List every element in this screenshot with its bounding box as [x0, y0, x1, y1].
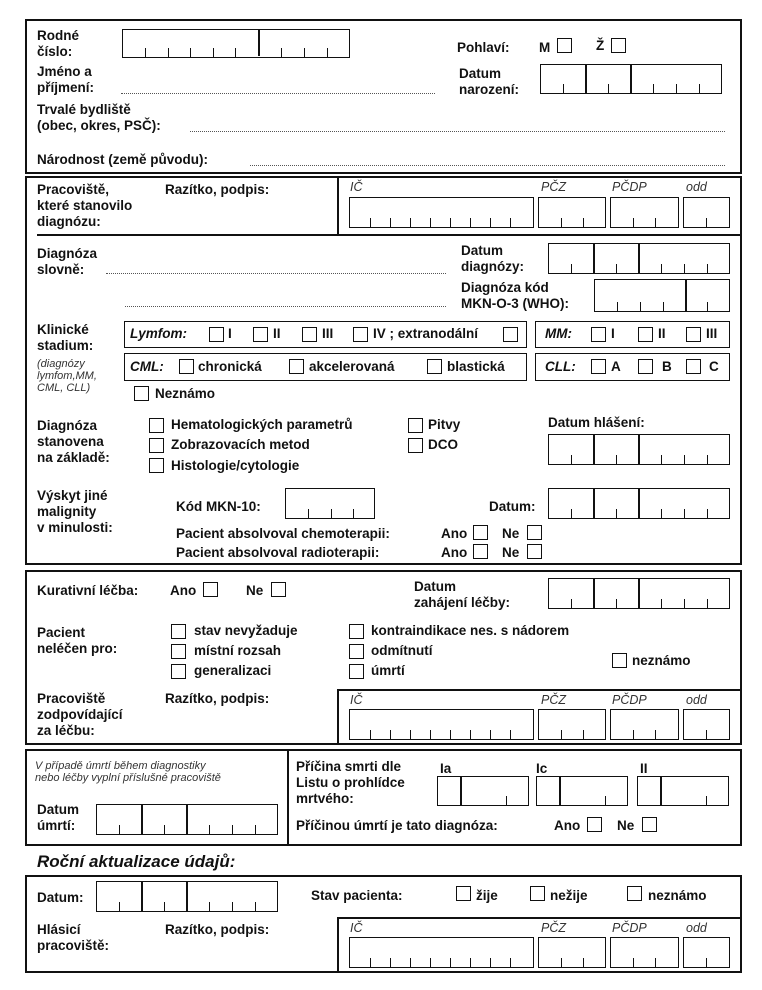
- label-zobraz: Zobrazovacích metod: [171, 437, 310, 452]
- label-ic: Ic: [536, 761, 548, 776]
- label-generalizaci: generalizaci: [194, 663, 272, 678]
- label-radio: Pacient absolvoval radioterapii:: [176, 545, 380, 560]
- checkbox-odmitnuti[interactable]: [349, 644, 364, 659]
- label-pricina: Příčina smrti dle Listu o prohlídce mrtvého:: [296, 759, 405, 806]
- label-stav: stav nevyžaduje: [194, 623, 298, 638]
- checkbox-cll-a[interactable]: [591, 359, 606, 374]
- checkbox-stav[interactable]: [171, 624, 186, 639]
- checkbox-cll-b[interactable]: [638, 359, 653, 374]
- stamp1-pcz: PČZ: [541, 180, 566, 194]
- stamp3-pcdp-field[interactable]: [610, 937, 679, 968]
- label-mm-ii: II: [658, 326, 666, 341]
- kod-mkn10-field[interactable]: [285, 488, 375, 519]
- stamp2-odd: odd: [686, 693, 707, 707]
- checkbox-neznamo-lecba[interactable]: [612, 653, 627, 668]
- death-note: V případě úmrtí během diagnostiky nebo léčby vyplní příslušné pracoviště: [35, 760, 221, 784]
- label-nezije: nežije: [550, 888, 588, 903]
- narodnost-line[interactable]: [250, 165, 725, 166]
- label-razitko-3: Razítko, podpis:: [165, 922, 270, 937]
- stamp3-pcdp: PČDP: [612, 921, 647, 935]
- label-dco: DCO: [428, 437, 458, 452]
- label-diagnoza-slovne: Diagnóza slovně:: [37, 246, 98, 277]
- stamp3-pcz-field[interactable]: [538, 937, 606, 968]
- stamp2-ic: IČ: [350, 693, 363, 707]
- stamp1-ic: IČ: [350, 180, 363, 194]
- label-datum-hlaseni: Datum hlášení:: [548, 415, 645, 430]
- checkbox-mm-iii[interactable]: [686, 327, 701, 342]
- checkbox-lym-iv[interactable]: [353, 327, 368, 342]
- label-mistni: místní rozsah: [194, 643, 282, 658]
- checkbox-kur-ano[interactable]: [203, 582, 218, 597]
- label-razitko-2: Razítko, podpis:: [165, 691, 270, 706]
- checkbox-chemo-ano[interactable]: [473, 525, 488, 540]
- label-radio-ne: Ne: [502, 545, 520, 560]
- stamp1-pcdp-field[interactable]: [610, 197, 679, 228]
- stamp3-ic-field[interactable]: [349, 937, 534, 968]
- checkbox-blasticka[interactable]: [427, 359, 442, 374]
- checkbox-generalizaci[interactable]: [171, 664, 186, 679]
- label-mm: MM:: [545, 326, 572, 341]
- label-neznamo-lecba: neznámo: [632, 653, 691, 668]
- label-akcelerovana: akcelerovaná: [309, 359, 395, 374]
- label-z: Ž: [596, 38, 605, 53]
- checkbox-pricinou-ano[interactable]: [587, 817, 602, 832]
- checkbox-mistni[interactable]: [171, 644, 186, 659]
- label-kod-mkn10: Kód MKN-10:: [176, 499, 261, 514]
- label-narodnost: Národnost (země původu):: [37, 152, 208, 167]
- label-lymfom: Lymfom:: [130, 326, 187, 341]
- heading-aktualizace: Roční aktualizace údajů:: [37, 852, 236, 871]
- checkbox-chemo-ne[interactable]: [527, 525, 542, 540]
- checkbox-z[interactable]: [611, 38, 626, 53]
- checkbox-mm-ii[interactable]: [638, 327, 653, 342]
- label-datum-zahajeni: Datum zahájení léčby:: [414, 579, 511, 610]
- checkbox-mm-i[interactable]: [591, 327, 606, 342]
- jmeno-line[interactable]: [121, 93, 435, 94]
- checkbox-lym-ii[interactable]: [253, 327, 268, 342]
- label-klinicke-note: (diagnózy lymfom,MM, CML, CLL): [37, 358, 97, 394]
- checkbox-neznamo-stav[interactable]: [627, 886, 642, 901]
- label-datum-diagnozy: Datum diagnózy:: [461, 243, 524, 274]
- bydliste-line[interactable]: [190, 131, 725, 132]
- label-pracoviste-diag: Pracoviště, které stanovilo diagnózu:: [37, 182, 133, 229]
- label-razitko-1: Razítko, podpis:: [165, 182, 270, 197]
- label-kurativni: Kurativní léčba:: [37, 583, 139, 598]
- label-radio-ano: Ano: [441, 545, 468, 560]
- checkbox-nezname[interactable]: [134, 386, 149, 401]
- label-rodne-cislo: Rodné číslo:: [37, 28, 79, 59]
- checkbox-nezije[interactable]: [530, 886, 545, 901]
- diagnoza-slovne-line-2[interactable]: [125, 306, 446, 307]
- checkbox-kur-ne[interactable]: [271, 582, 286, 597]
- label-kur-ne: Ne: [246, 583, 264, 598]
- pricina-ii-field[interactable]: [637, 776, 729, 806]
- label-nelecen: Pacient neléčen pro:: [37, 625, 118, 656]
- label-hlasici: Hlásicí pracoviště:: [37, 922, 110, 953]
- label-chemo-ano: Ano: [441, 526, 468, 541]
- label-pricinou: Příčinou úmrtí je tato diagnóza:: [296, 818, 498, 833]
- pricina-ic-field[interactable]: [536, 776, 628, 806]
- checkbox-cll-c[interactable]: [686, 359, 701, 374]
- label-neznamo-stav: neznámo: [648, 888, 707, 903]
- pricina-ia-field[interactable]: [437, 776, 529, 806]
- stamp2-pcdp: PČDP: [612, 693, 647, 707]
- checkbox-radio-ne[interactable]: [527, 544, 542, 559]
- label-stav-pacienta: Stav pacienta:: [311, 888, 403, 903]
- label-ii: II: [640, 761, 648, 776]
- stamp1-pcdp: PČDP: [612, 180, 647, 194]
- checkbox-chronicka[interactable]: [179, 359, 194, 374]
- label-chronicka: chronická: [198, 359, 262, 374]
- stamp1-pcz-field[interactable]: [538, 197, 606, 228]
- checkbox-dco[interactable]: [408, 438, 423, 453]
- label-lym-iii: III: [322, 326, 334, 341]
- label-vyskyt: Výskyt jiné malignity v minulosti:: [37, 488, 113, 535]
- label-kur-ano: Ano: [170, 583, 197, 598]
- checkbox-lym-iii[interactable]: [302, 327, 317, 342]
- label-histo: Histologie/cytologie: [171, 458, 300, 473]
- label-blasticka: blastická: [447, 359, 505, 374]
- stamp1-ic-field[interactable]: [349, 197, 534, 228]
- label-stanovena: Diagnóza stanovena na základě:: [37, 418, 110, 465]
- stamp2-pcz-field[interactable]: [538, 709, 606, 740]
- label-diagnoza-kod: Diagnóza kód MKN-O-3 (WHO):: [461, 280, 569, 311]
- label-odmitnuti: odmítnutí: [371, 643, 433, 658]
- label-pohlavi: Pohlaví:: [457, 40, 510, 55]
- label-cll: CLL:: [545, 359, 576, 374]
- checkbox-m[interactable]: [557, 38, 572, 53]
- checkbox-pricinou-ne[interactable]: [642, 817, 657, 832]
- label-cll-b: B: [662, 359, 672, 374]
- checkbox-akcelerovana[interactable]: [289, 359, 304, 374]
- rodne-cislo-field[interactable]: [122, 29, 350, 58]
- label-chemo-ne: Ne: [502, 526, 520, 541]
- label-datum-akt: Datum:: [37, 890, 84, 905]
- stamp3-odd-field[interactable]: [683, 937, 730, 968]
- label-pricinou-ano: Ano: [554, 818, 581, 833]
- stamp2-ic-field[interactable]: [349, 709, 534, 740]
- datum-umrti-field[interactable]: [96, 804, 278, 835]
- label-pracoviste-lecba: Pracoviště zodpovídající za léčbu:: [37, 691, 123, 738]
- label-datum-umrti: Datum úmrtí:: [37, 802, 80, 833]
- checkbox-histo[interactable]: [149, 458, 164, 473]
- checkbox-kontraindikace[interactable]: [349, 624, 364, 639]
- label-m: M: [539, 40, 551, 55]
- datum-zahajeni-field[interactable]: [548, 578, 730, 609]
- stamp1-odd-field[interactable]: [683, 197, 730, 228]
- checkbox-umrti[interactable]: [349, 664, 364, 679]
- stamp3-pcz: PČZ: [541, 921, 566, 935]
- label-datum-malignity: Datum:: [489, 499, 536, 514]
- stamp3-ic: IČ: [350, 921, 363, 935]
- checkbox-radio-ano[interactable]: [473, 544, 488, 559]
- datum-diagnozy-field[interactable]: [548, 243, 730, 274]
- label-ia: Ia: [440, 761, 452, 776]
- datum-hlaseni-field[interactable]: [548, 434, 730, 465]
- checkbox-extranodalni[interactable]: [503, 327, 518, 342]
- label-umrti: úmrtí: [371, 663, 405, 678]
- stamp1-odd: odd: [686, 180, 707, 194]
- label-pricinou-ne: Ne: [617, 818, 635, 833]
- label-hemat: Hematologických parametrů: [171, 417, 353, 432]
- label-nezname: Neznámo: [155, 386, 216, 401]
- checkbox-zobraz[interactable]: [149, 438, 164, 453]
- label-mm-iii: III: [706, 326, 718, 341]
- datum-narozeni-field[interactable]: [540, 64, 722, 94]
- stamp3-odd: odd: [686, 921, 707, 935]
- checkbox-hemat[interactable]: [149, 418, 164, 433]
- checkbox-zije[interactable]: [456, 886, 471, 901]
- label-mm-i: I: [611, 326, 615, 341]
- label-zije: žije: [476, 888, 498, 903]
- stamp2-pcz: PČZ: [541, 693, 566, 707]
- label-cml: CML:: [130, 359, 164, 374]
- checkbox-lym-i[interactable]: [209, 327, 224, 342]
- label-kontraindikace: kontraindikace nes. s nádorem: [371, 623, 570, 638]
- datum-akt-field[interactable]: [96, 881, 278, 912]
- diagnoza-slovne-line[interactable]: [106, 273, 446, 274]
- datum-malignity-field[interactable]: [548, 488, 730, 519]
- label-chemo: Pacient absolvoval chemoterapii:: [176, 526, 390, 541]
- label-cll-c: C: [709, 359, 719, 374]
- label-klinicke: Klinické stadium:: [37, 322, 94, 353]
- label-pitvy: Pitvy: [428, 417, 461, 432]
- diagnoza-kod-field[interactable]: [594, 279, 730, 312]
- stamp2-pcdp-field[interactable]: [610, 709, 679, 740]
- label-lym-ii: II: [273, 326, 281, 341]
- label-lym-iv: IV ; extranodální: [373, 326, 479, 341]
- label-bydliste: Trvalé bydliště (obec, okres, PSČ):: [37, 102, 161, 133]
- checkbox-pitvy[interactable]: [408, 418, 423, 433]
- label-cll-a: A: [611, 359, 621, 374]
- label-jmeno: Jméno a příjmení:: [37, 64, 95, 95]
- label-lym-i: I: [228, 326, 232, 341]
- stamp2-odd-field[interactable]: [683, 709, 730, 740]
- label-datum-narozeni: Datum narození:: [459, 66, 520, 97]
